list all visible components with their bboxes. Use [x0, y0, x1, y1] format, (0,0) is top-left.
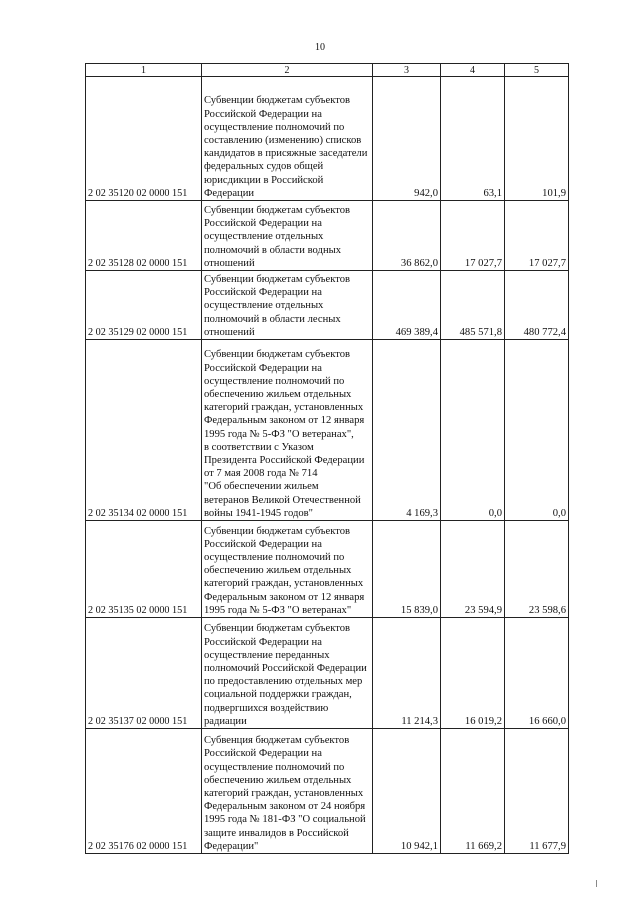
budget-table [85, 63, 569, 854]
page-number: 10 [315, 42, 325, 53]
column-header-4: 4 [441, 64, 505, 77]
value-col-5: 480 772,4 [505, 271, 569, 340]
value-col-5: 101,9 [505, 77, 569, 201]
item-description: Субвенции бюджетам субъектов Российской Федерации на осуществление отдельных полномочий в области лесных отношений [202, 271, 373, 340]
budget-code: 2 02 35129 02 0000 151 [86, 271, 202, 340]
value-col-3: 36 862,0 [373, 201, 441, 271]
value-col-5: 17 027,7 [505, 201, 569, 271]
table-row [86, 77, 569, 201]
budget-code: 2 02 35134 02 0000 151 [86, 340, 202, 521]
value-col-5: 11 677,9 [505, 729, 569, 854]
budget-code: 2 02 35176 02 0000 151 [86, 729, 202, 854]
column-header-2: 2 [202, 64, 373, 77]
value-col-3: 10 942,1 [373, 729, 441, 854]
table-row [86, 521, 569, 618]
value-col-4: 485 571,8 [441, 271, 505, 340]
budget-code: 2 02 35120 02 0000 151 [86, 77, 202, 201]
column-header-3: 3 [373, 64, 441, 77]
value-col-3: 469 389,4 [373, 271, 441, 340]
column-header-1: 1 [86, 64, 202, 77]
value-col-4: 23 594,9 [441, 521, 505, 618]
table-row [86, 729, 569, 854]
item-description: Субвенция бюджетам субъектов Российской Федерации на осуществление полномочий по обеспечению жильем отдельных категорий граждан, установленных Федеральным законом от 24 ноября 1995 года № 181-ФЗ "О социальной защите инвалидов в Российской Федерации" [202, 729, 373, 854]
value-col-3: 4 169,3 [373, 340, 441, 521]
table-row [86, 271, 569, 340]
item-description: Субвенции бюджетам субъектов Российской Федерации на осуществление полномочий по составлению (изменению) списков кандидатов в присяжные заседатели федеральных судов общей юрисдикции в Российской Федерации [202, 77, 373, 201]
value-col-4: 17 027,7 [441, 201, 505, 271]
budget-code: 2 02 35137 02 0000 151 [86, 618, 202, 729]
column-header-5: 5 [505, 64, 569, 77]
value-col-4: 63,1 [441, 77, 505, 201]
value-col-5: 16 660,0 [505, 618, 569, 729]
header-row [86, 64, 569, 77]
budget-code: 2 02 35128 02 0000 151 [86, 201, 202, 271]
margin-mark [596, 880, 597, 887]
value-col-4: 16 019,2 [441, 618, 505, 729]
value-col-5: 23 598,6 [505, 521, 569, 618]
table-row [86, 618, 569, 729]
value-col-3: 15 839,0 [373, 521, 441, 618]
value-col-4: 0,0 [441, 340, 505, 521]
budget-code: 2 02 35135 02 0000 151 [86, 521, 202, 618]
item-description: Субвенции бюджетам субъектов Российской Федерации на осуществление переданных полномочий Российской Федерации по предоставлению отдельных мер социальной поддержки граждан, подвергшихся воздействию радиации [202, 618, 373, 729]
item-description: Субвенции бюджетам субъектов Российской Федерации на осуществление полномочий по обеспечению жильем отдельных категорий граждан, установленных Федеральным законом от 12 января 1995 года № 5-ФЗ "О ветеранах", в соответствии с Указом Президента Российской Федерации от 7 мая 2008 года № 714 "Об обеспечении жильем ветеранов Великой Отечественной войны 1941-1945 годов" [202, 340, 373, 521]
item-description: Субвенции бюджетам субъектов Российской Федерации на осуществление отдельных полномочий в области водных отношений [202, 201, 373, 271]
table-row [86, 340, 569, 521]
item-description: Субвенции бюджетам субъектов Российской Федерации на осуществление полномочий по обеспечению жильем отдельных категорий граждан, установленных Федеральным законом от 12 января 1995 года № 5-ФЗ "О ветеранах" [202, 521, 373, 618]
value-col-3: 11 214,3 [373, 618, 441, 729]
value-col-4: 11 669,2 [441, 729, 505, 854]
value-col-5: 0,0 [505, 340, 569, 521]
table-row [86, 201, 569, 271]
value-col-3: 942,0 [373, 77, 441, 201]
